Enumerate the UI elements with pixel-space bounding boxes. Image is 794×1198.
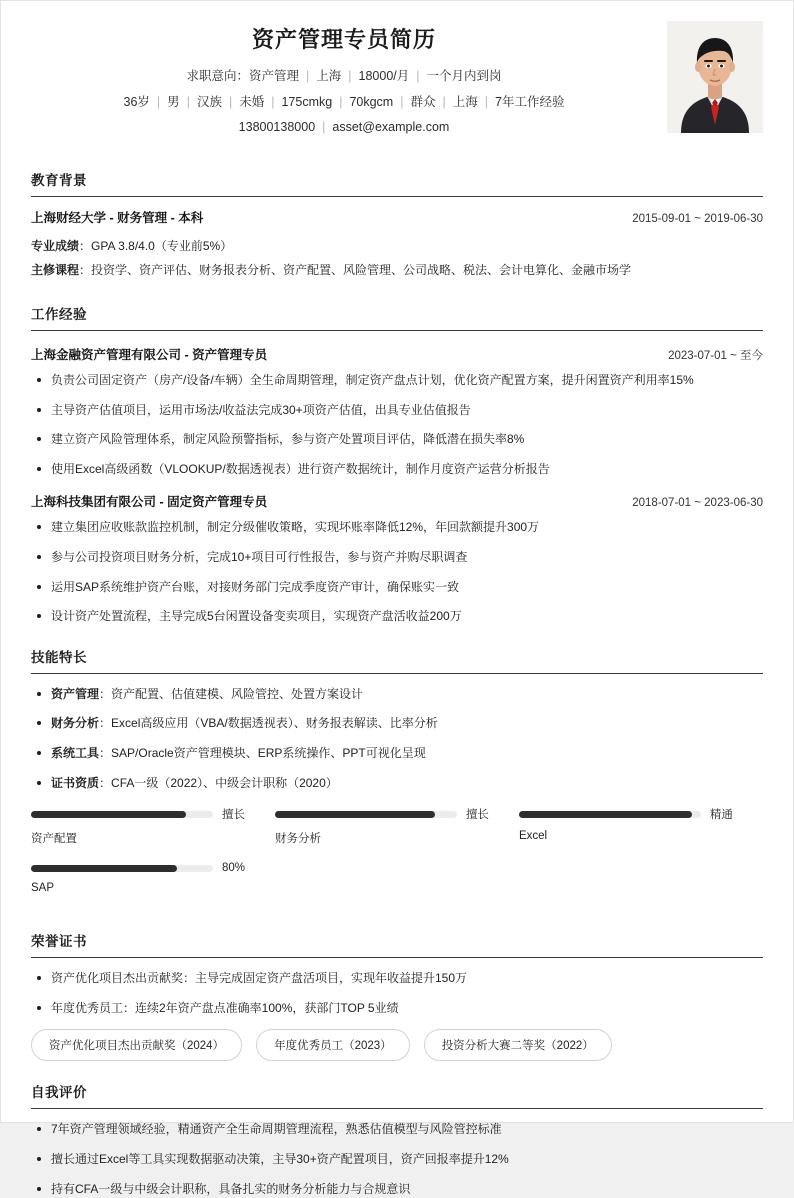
education-entry-head	[31, 208, 763, 226]
work-bullet-list	[31, 371, 763, 478]
separator-icon: |	[322, 120, 326, 135]
list-item: 系统工具：SAP/Oracle资产管理模块、ERP系统操作、PPT可视化呈现	[31, 744, 763, 763]
list-item: 资产优化项目杰出贡献奖：主导完成固定资产盘活项目，实现年收益提升150万	[31, 969, 763, 988]
education-courses: 主修课程：投资学、资产评估、财务报表分析、资产配置、风险管理、公司战略、税法、会计电算化、金融市场学	[31, 263, 632, 278]
status-badge[interactable]: 资产优化项目杰出贡献奖（2024）	[31, 1029, 242, 1061]
skill-bar-row	[519, 806, 733, 822]
skill-bar-row	[275, 806, 489, 822]
honor-tag-group	[31, 1029, 763, 1061]
work-entry-head	[31, 492, 763, 510]
skill-key: 系统工具	[51, 746, 100, 760]
skill-bar-fill	[519, 811, 692, 818]
list-item: 财务分析：Excel高级应用（VBA/数据透视表）、财务报表解读、比率分析	[31, 714, 763, 733]
skill-bar-row	[31, 862, 245, 874]
separator-icon: |	[484, 94, 489, 109]
personal-4: 175cmkg	[281, 94, 333, 109]
separator-icon: |	[348, 69, 352, 83]
list-item: 建立资产风险管理体系，制定风险预警指标，参与资产处置项目评估，降低潜在损失率8%	[31, 430, 763, 449]
page-title: 资产管理专员简历	[251, 27, 436, 52]
section-title-skills: 技能特长	[31, 649, 87, 665]
separator-icon: |	[228, 94, 233, 109]
separator-icon: |	[442, 94, 446, 109]
status-badge[interactable]: 年度优秀员工（2023）	[256, 1029, 410, 1061]
separator-icon: |	[416, 69, 420, 83]
email-address: asset@example.com	[332, 120, 450, 135]
separator-icon: |	[156, 94, 161, 109]
personal-7: 上海	[452, 94, 478, 109]
list-item: 年度优秀员工：连续2年资产盘点准确率100%，获部门TOP 5业绩	[31, 999, 763, 1018]
skill-value: SAP/Oracle资产管理模块、ERP系统操作、PPT可视化呈现	[111, 746, 426, 760]
personal-2: 汉族	[196, 94, 222, 109]
list-item: 7年资产管理领域经验，精通资产全生命周期管理流程，熟悉估值模型与风险管控标准	[31, 1120, 763, 1139]
section-divider	[31, 330, 763, 331]
skill-bar-level: 精通	[709, 809, 733, 822]
section-honors	[31, 930, 763, 1061]
work-date: 2023-07-01 ~ 至今	[668, 350, 763, 363]
list-item: 建立集团应收账款监控机制，制定分级催收策略，实现坏账率降低12%，年回款额提升300万	[31, 518, 763, 537]
section-divider	[31, 957, 763, 958]
skill-bar-name: 资产配置	[31, 833, 77, 846]
skill-key: 资产管理	[51, 686, 100, 701]
skill-bar-level: 80%	[221, 862, 245, 875]
skill-bar-level: 擅长	[465, 809, 489, 822]
list-item: 擅长通过Excel等工具实现数据驱动决策，主导30+资产配置项目，资产回报率提升12%	[31, 1150, 763, 1169]
personal-0: 36岁	[123, 94, 150, 109]
skill-bar-item	[519, 806, 763, 846]
list-item: 主导资产估值项目，运用市场法/收益法完成30+项资产估值，出具专业估值报告	[31, 401, 763, 420]
list-item: 使用Excel高级函数（VLOOKUP/数据透视表）进行资产数据统计，制作月度资产运营分析报告	[31, 460, 763, 479]
education-date: 2015-09-01 ~ 2019-06-30	[632, 212, 763, 225]
job-intent-1: 上海	[316, 69, 342, 83]
skill-value: Excel高级应用（VBA/数据透视表）、财务报表解读、比率分析	[111, 716, 438, 731]
list-item: 证书资质：CFA一级（2022）、中级会计职称（2020）	[31, 774, 763, 793]
section-self-evaluation	[31, 1081, 763, 1198]
section-work-experience	[31, 303, 763, 626]
personal-1: 男	[167, 94, 180, 109]
skill-bar-level: 擅长	[221, 809, 245, 822]
skill-key: 证书资质	[51, 775, 100, 790]
separator-icon: |	[339, 94, 343, 109]
work-entry-head	[31, 345, 763, 363]
list-item: 设计资产处置流程，主导完成5台闲置设备变卖项目，实现资产盘活收益200万	[31, 607, 763, 626]
job-intent-3: 一个月内到岗	[426, 69, 502, 83]
education-grade: 专业成绩：GPA 3.8/4.0（专业前5%）	[31, 238, 233, 253]
personal-8: 7年工作经验	[495, 94, 565, 109]
section-education	[31, 169, 763, 283]
skills-list	[31, 685, 763, 792]
job-intent-2: 18000/月	[358, 69, 410, 83]
work-company: 上海科技集团有限公司 - 固定资产管理专员	[31, 495, 268, 510]
education-grade-value: GPA 3.8/4.0（专业前5%）	[91, 238, 233, 253]
phone-number: 13800138000	[238, 120, 316, 135]
skill-bar-name: 财务分析	[274, 833, 321, 846]
skill-bar-item	[31, 806, 275, 846]
skill-bar-item	[31, 862, 275, 894]
skill-bar-track	[31, 865, 213, 872]
skill-bar-item	[275, 806, 519, 846]
work-entry	[31, 345, 763, 478]
personal-5: 70kgcm	[349, 94, 394, 109]
skill-value: CFA一级（2022）、中级会计职称（2020）	[111, 775, 338, 790]
skill-bar-fill	[31, 811, 186, 818]
education-entry	[31, 208, 763, 283]
education-school: 上海财经大学 - 财务管理 - 本科	[31, 210, 204, 225]
skill-bars	[31, 806, 763, 910]
section-title-honors: 荣誉证书	[31, 934, 87, 950]
list-item: 运用SAP系统维护资产台账，对接财务部门完成季度资产审计，确保账实一致	[31, 578, 763, 597]
section-title-self-evaluation: 自我评价	[31, 1085, 87, 1101]
honors-list	[31, 969, 763, 1017]
skill-bar-track	[275, 811, 457, 818]
list-item: 资产管理：资产配置、估值建模、风险管控、处置方案设计	[31, 685, 763, 704]
skill-bar-name: SAP	[31, 882, 55, 895]
skill-bar-name: Excel	[518, 830, 548, 843]
status-badge[interactable]: 投资分析大赛二等奖（2022）	[424, 1029, 612, 1061]
separator-icon: |	[306, 69, 310, 83]
section-title-education: 教育背景	[31, 172, 87, 188]
section-divider	[31, 196, 763, 197]
separator-icon: |	[186, 94, 190, 109]
work-entry	[31, 492, 763, 625]
section-divider	[31, 673, 763, 674]
section-skills	[31, 646, 763, 910]
resume-header	[31, 19, 763, 149]
education-courses-label: 主修课程	[31, 263, 80, 278]
portrait-photo-icon	[667, 21, 763, 133]
skill-bar-fill	[275, 811, 435, 818]
separator-icon: |	[271, 94, 275, 109]
work-date: 2018-07-01 ~ 2023-06-30	[632, 497, 763, 510]
personal-info-line	[31, 90, 657, 116]
list-item: 持有CFA一级与中级会计职称，具备扎实的财务分析能力与合规意识	[31, 1180, 763, 1198]
education-courses-value: 投资学、资产评估、财务报表分析、资产配置、风险管理、公司战略、税法、会计电算化、金融市场学	[91, 263, 632, 278]
skill-bar-fill	[31, 865, 177, 872]
skill-value: 资产配置、估值建模、风险管控、处置方案设计	[111, 686, 364, 701]
contact-line	[31, 115, 657, 141]
avatar	[667, 21, 763, 133]
job-intent-line	[31, 64, 657, 90]
section-title-work: 工作经验	[31, 307, 87, 323]
list-item: 负责公司固定资产（房产/设备/车辆）全生命周期管理，制定资产盘点计划，优化资产配置方案，提升闲置资产利用率15%	[31, 371, 763, 390]
skill-bar-row	[31, 806, 245, 822]
job-intent-0: 求职意向：资产管理	[186, 69, 299, 83]
separator-icon: |	[400, 94, 404, 109]
list-item: 参与公司投资项目财务分析，完成10+项目可行性报告，参与资产并购尽职调查	[31, 548, 763, 567]
section-divider	[31, 1108, 763, 1109]
work-bullet-list	[31, 518, 763, 625]
self-evaluation-list	[31, 1120, 763, 1198]
header-text-block	[31, 19, 657, 141]
education-grade-label: 专业成绩	[31, 238, 80, 253]
personal-3: 未婚	[239, 94, 265, 109]
skill-bar-track	[31, 811, 213, 818]
personal-6: 群众	[410, 94, 436, 109]
work-company: 上海金融资产管理有限公司 - 资产管理专员	[31, 348, 268, 363]
skill-key: 财务分析	[51, 716, 100, 731]
skill-bar-track	[519, 811, 701, 818]
